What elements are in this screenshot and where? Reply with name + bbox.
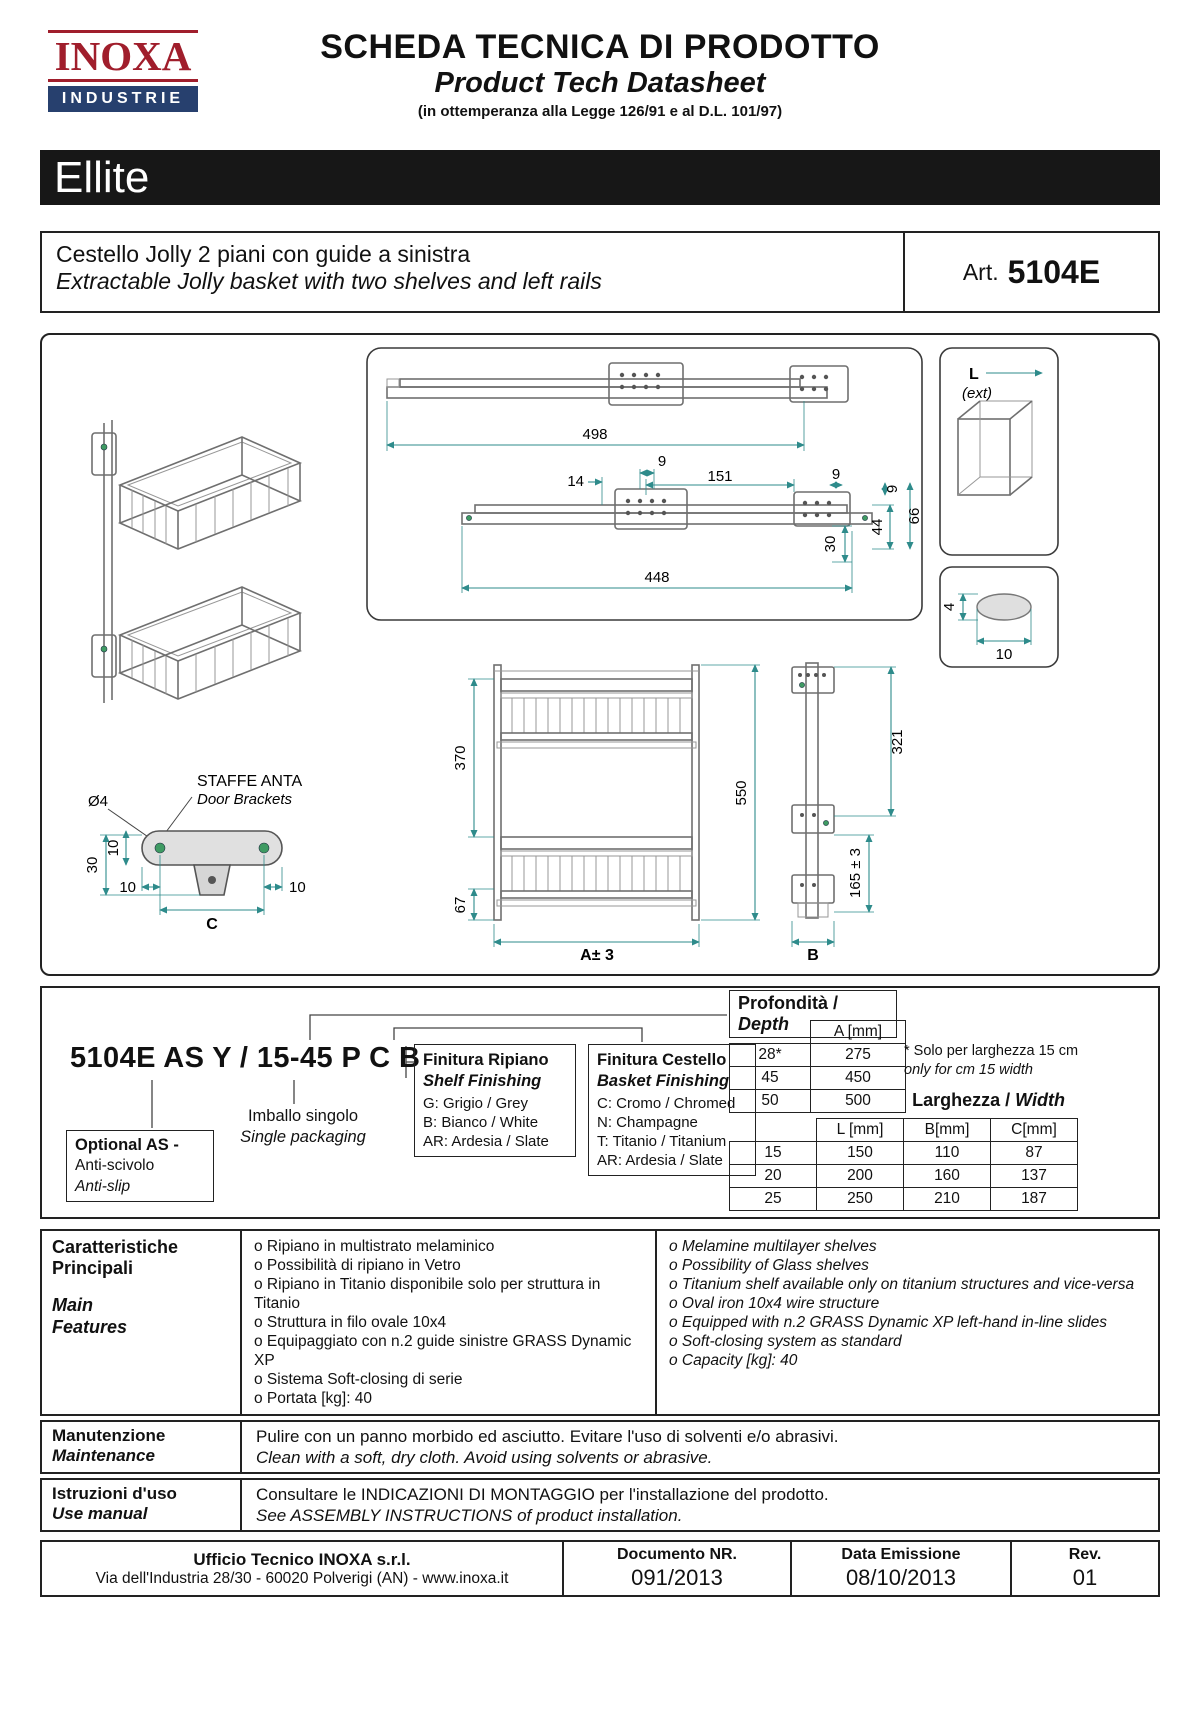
dim-44: 44 [869,518,886,536]
optional-title: Optional AS - [75,1136,179,1154]
header [40,26,1160,140]
product-names [42,233,903,311]
main-features-section [40,1229,1160,1416]
dim-30: 30 [822,535,839,553]
maintenance-text-it: Pulire con un panno morbido ed asciutto. Evitare l'uso di solventi e/o abrasivi. [256,1427,839,1446]
lower-basket [120,587,300,699]
dim-wire-10: 10 [995,646,1013,663]
dim-wire-4: 4 [941,602,958,612]
depth-title-it: Profondità / [738,993,838,1013]
features-list-it [242,1231,657,1414]
feature-item-it: o Portata [kg]: 40 [254,1390,373,1407]
width-cell: 187 [991,1188,1078,1211]
dim-67: 67 [452,896,469,914]
front-view [452,665,760,964]
width-cell: 87 [991,1142,1078,1165]
depth-cell: 45 [730,1067,811,1090]
maintenance-text-cell [242,1422,1158,1472]
width-header-l: L [mm] [817,1119,904,1142]
bracket-title-en: Door Brackets [197,791,293,808]
use-manual-text-it: Consultare le INDICAZIONI DI MONTAGGIO per l'installazione del prodotto. [256,1485,829,1504]
ordering-section [40,986,1160,1219]
basket-finishing-title-en: Basket Finishing [597,1071,730,1090]
feature-item-en: o Possibility of Glass shelves [669,1257,869,1274]
optional-label-en: Anti-slip [75,1177,131,1195]
wire-section-detail-box [940,567,1058,667]
article-code: 5104E [1007,253,1101,290]
product-name-en: Extractable Jolly basket with two shelves and left rails [56,268,602,294]
depth-cell: 50 [730,1090,811,1113]
feature-item-it: o Equipaggiato con n.2 guide sinistre GRASS Dynamic XP [254,1333,632,1369]
dim-bracket-10-right: 10 [289,879,306,896]
feature-item-en: o Equipped with n.2 GRASS Dynamic XP left-hand in-line slides [669,1314,1107,1331]
basket-finishing-option: T: Titanio / Titanium [597,1133,727,1150]
width-cell: 250 [817,1188,904,1211]
upper-basket [120,437,300,549]
door-bracket-detail [84,773,306,933]
shelf-finishing-option: G: Grigio / Grey [423,1094,529,1112]
feature-item-en: o Soft-closing system as standard [669,1333,902,1350]
dim-B: B [807,947,819,964]
footer-address: Via dell'Industria 28/30 - 60020 Polverigi (AN) - www.inoxa.it [95,1569,509,1587]
side-view [792,663,906,964]
footer-revision-cell [1010,1542,1158,1595]
packaging-note [228,1106,378,1149]
dim-bracket-C: C [206,916,218,933]
shelf-finishing-title-en: Shelf Finishing [423,1071,542,1090]
width-cell: 137 [991,1165,1078,1188]
basket-finishing-option: AR: Ardesia / Slate [597,1152,723,1170]
footer-office-cell [42,1542,562,1595]
width-cell: 15 [730,1142,817,1165]
article-cell [903,233,1158,311]
dim-bracket-10v: 10 [105,839,122,857]
width-title-en: Width [1015,1090,1065,1110]
dim-165: 165 ± 3 [847,848,864,898]
depth-cell: 450 [811,1067,906,1090]
doc-law-note: (in ottemperanza alla Legge 126/91 e al D.L. 101/97) [417,103,783,120]
width-ext-detail-box [940,348,1058,555]
basket-finishing-title-it: Finitura Cestello [597,1051,727,1069]
order-code: 5104E AS Y / 15-45 P C B [70,1042,421,1074]
dim-498: 498 [582,426,608,443]
use-manual-section [40,1478,1160,1532]
rails-detail-box [367,348,923,620]
dim-321: 321 [889,729,906,755]
dim-A: A± 3 [580,947,614,964]
width-cell: 110 [904,1142,991,1165]
use-manual-text-en: See ASSEMBLY INSTRUCTIONS of product installation. [256,1506,683,1525]
depth-header-blank [730,1021,811,1044]
features-label-cell [42,1231,242,1414]
depth-header-a: A [mm] [811,1021,906,1044]
shelf-finishing-box [414,1044,576,1157]
feature-item-it: o Struttura in filo ovale 10x4 [254,1314,447,1331]
shelf-finishing-title-it: Finitura Ripiano [423,1051,549,1069]
product-box [40,231,1160,313]
width-title-it: Larghezza / [912,1090,1016,1110]
features-label-it: Caratteristiche Principali [52,1237,179,1279]
feature-item-it: o Ripiano in multistrato melaminico [254,1238,495,1255]
width-table [729,1118,1078,1211]
dim-550: 550 [733,780,750,806]
dim-L-label: L [969,366,979,383]
footer [40,1540,1160,1597]
revision-value: 01 [1072,1565,1098,1590]
feature-item-it: o Sistema Soft-closing di serie [254,1371,463,1388]
use-manual-label-en: Use manual [52,1504,148,1523]
technical-drawing-box [40,333,1160,976]
dim-hole-diameter: Ø4 [88,793,109,810]
depth-note-en: only for cm 15 width [904,1061,1033,1078]
width-cell: 20 [730,1165,817,1188]
basket-finishing-option: N: Champagne [597,1113,698,1131]
issue-date-value: 08/10/2013 [845,1565,957,1590]
series-name: Ellite [54,152,150,202]
ext-label: (ext) [962,385,992,402]
width-table-title [862,1090,1065,1111]
width-cell: 150 [817,1142,904,1165]
features-label-en: Main Features [52,1295,128,1337]
series-bar [40,150,1160,205]
logo-subname: INDUSTRIE [48,86,198,112]
document-number-label: Documento NR. [617,1546,737,1563]
bracket-title-it: STAFFE ANTA [197,773,303,790]
maintenance-label-it: Manutenzione [52,1426,166,1445]
width-cell: 200 [817,1165,904,1188]
doc-title: SCHEDA TECNICA DI PRODOTTO [320,28,880,66]
feature-item-en: o Titanium shelf available only on titanium structures and vice-versa [669,1276,1135,1293]
feature-item-en: o Capacity [kg]: 40 [669,1352,798,1369]
feature-item-en: o Melamine multilayer shelves [669,1238,877,1255]
upper-rail [387,363,848,405]
document-number-value: 091/2013 [631,1565,723,1590]
maintenance-label-en: Maintenance [52,1446,155,1465]
front-shelf-lower [497,837,696,906]
feature-item-en: o Oval iron 10x4 wire structure [669,1295,880,1312]
lower-rail [462,489,872,529]
dim-151: 151 [707,468,733,485]
dim-bracket-10-left: 10 [119,879,136,896]
feature-item-it: o Ripiano in Titanio disponibile solo per struttura in Titanio [254,1276,601,1312]
use-manual-text-cell [242,1480,1158,1530]
dim-14: 14 [567,473,584,490]
use-manual-label-cell [42,1480,242,1530]
technical-drawing [42,335,1158,974]
optional-label-it: Anti-scivolo [75,1157,155,1175]
article-label: Art. [962,258,999,285]
footer-document-cell [562,1542,790,1595]
width-cell: 25 [730,1188,817,1211]
dim-448: 448 [644,569,670,586]
shelf-finishing-option: B: Bianco / White [423,1113,539,1131]
logo-name: INOXA [48,30,198,82]
issue-date-label: Data Emissione [841,1546,961,1563]
title-block [40,26,1160,120]
dim-370: 370 [452,745,469,771]
features-list-en [657,1231,1158,1414]
packaging-label-en: Single packaging [240,1128,366,1147]
depth-cell: 28* [730,1044,811,1067]
width-header-blank [730,1119,817,1142]
width-header-c: C[mm] [991,1119,1078,1142]
dim-9-vert: 9 [884,484,901,494]
width-cell: 210 [904,1188,991,1211]
doc-subtitle: Product Tech Datasheet [434,67,766,99]
width-header-b: B[mm] [904,1119,991,1142]
datasheet-page [0,26,1200,1597]
dim-9-top: 9 [657,453,667,470]
use-manual-label-it: Istruzioni d'uso [52,1484,177,1503]
packaging-label-it: Imballo singolo [247,1107,359,1125]
shelf-finishing-option: AR: Ardesia / Slate [423,1133,549,1150]
maintenance-text-en: Clean with a soft, dry cloth. Avoid using solvents or abrasive. [256,1448,713,1467]
depth-note-it: * Solo per larghezza 15 cm [904,1043,1079,1059]
depth-cell: 500 [811,1090,906,1113]
product-name-it: Cestello Jolly 2 piani con guide a sinistra [56,241,471,267]
footer-office: Ufficio Tecnico INOXA s.r.l. [193,1549,411,1569]
inoxa-logo [48,30,198,112]
revision-label: Rev. [1068,1546,1102,1563]
front-shelf-upper [497,679,696,748]
maintenance-label-cell [42,1422,242,1472]
optional-antislip-box [66,1130,214,1202]
dim-66: 66 [906,507,923,525]
depth-cell: 275 [811,1044,906,1067]
feature-item-it: o Possibilità di ripiano in Vetro [254,1257,461,1274]
dim-bracket-30: 30 [84,856,101,874]
width-cell: 160 [904,1165,991,1188]
depth-title-en: Depth [738,1014,789,1034]
maintenance-section [40,1420,1160,1474]
basket-finishing-option: C: Cromo / Chromed [597,1094,736,1112]
footer-date-cell [790,1542,1010,1595]
depth-note [904,1042,1119,1080]
isometric-basket [92,420,300,703]
dim-9-right: 9 [831,466,841,483]
